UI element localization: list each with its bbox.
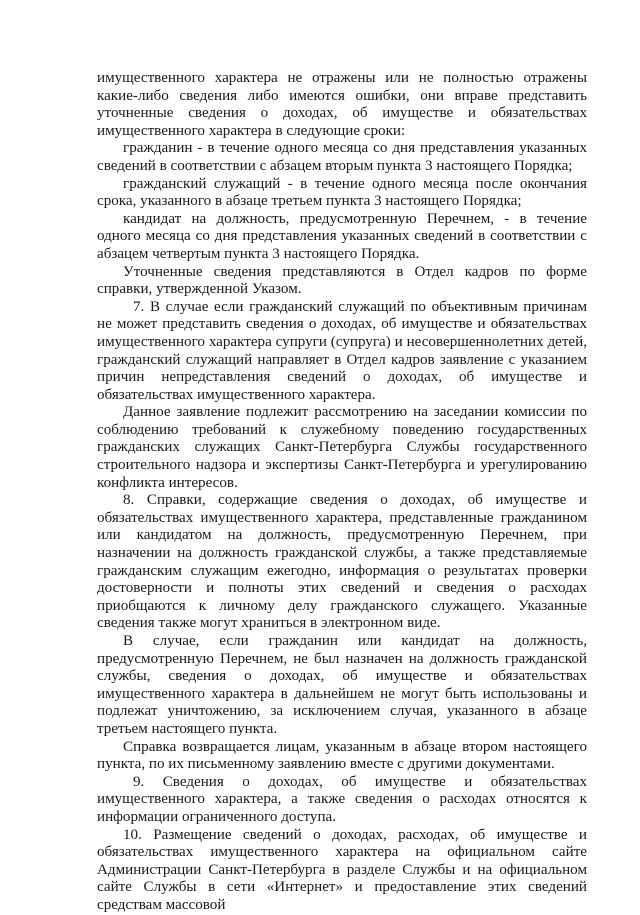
paragraph-updated-info: Уточненные сведения представляются в Отдел кадров по форме справки, утвержденной Указом. — [97, 263, 587, 298]
paragraph-not-appointed: В случае, если гражданин или кандидат на должность, предусмотренную Перечнем, не был назначен на должность гражданской службы, сведения о доходах, об имуществе и обязательствах имущественного характера в дальнейшем не могут быть использованы и подлежат уничтожению, за исключением случая, указанного в абзаце третьем настоящего пункта. — [97, 633, 587, 737]
document-body — [97, 70, 587, 915]
paragraph-return: Справка возвращается лицам, указанным в абзаце втором настоящего пункта, по их письменному заявлению вместе с другими документами. — [97, 738, 587, 773]
paragraph-commission: Данное заявление подлежит рассмотрению на заседании комиссии по соблюдению требований к служебному поведению государственных гражданских служащих Санкт-Петербурга Службы государственного строительного надзора и экспертизы Санкт-Петербурга и урегулированию конфликта интересов. — [97, 404, 587, 491]
paragraph-candidate-deadline: кандидат на должность, предусмотренную Перечнем, - в течение одного месяца со дня представления указанных сведений в соответствии с абзацем четвертым пункта 3 настоящего Порядка. — [97, 210, 587, 262]
paragraph-continuation: имущественного характера не отражены или не полностью отражены какие-либо сведения либо имеются ошибки, они вправе представить уточненные сведения о доходах, об имуществе и обязательствах имущественного характера в следующие сроки: — [97, 70, 587, 139]
paragraph-item-10: 10. Размещение сведений о доходах, расходах, об имуществе и обязательствах имущественного характера на официальном сайте Администрации Санкт-Петербурга в разделе Службы и на официальном сайте Службы в сети «Интернет» и предоставление этих сведений средствам массовой — [97, 826, 587, 913]
paragraph-item-8: 8. Справки, содержащие сведения о доходах, об имуществе и обязательствах имущественного характера, представленные гражданином или кандидатом на должность, предусмотренную Перечнем, при назначении на должность гражданской службы, а также представляемые гражданским служащим ежегодно, информация о результатах проверки достоверности и полноты этих сведений и сведения о расходах приобщаются к личному делу гражданского служащего. Указанные сведения также могут храниться в электронном виде. — [97, 492, 587, 632]
paragraph-citizen-deadline: гражданин - в течение одного месяца со дня представления указанных сведений в соответствии с абзацем вторым пункта 3 настоящего Порядка; — [97, 140, 587, 174]
paragraph-item-9: 9. Сведения о доходах, об имуществе и обязательствах имущественного характера, а также сведения о расходах относятся к информации ограниченного доступа. — [97, 773, 587, 825]
paragraph-item-7: 7. В случае если гражданский служащий по объективным причинам не может представить сведения о доходах, об имуществе и обязательствах имущественного характера супруги (супруга) и несовершеннолетних детей, гражданский служащий направляет в Отдел кадров заявление с указанием причин непредставления сведений о доходах, об имуществе и обязательствах имущественного характера. — [97, 298, 587, 403]
paragraph-servant-deadline: гражданский служащий - в течение одного месяца после окончания срока, указанного в абзаце третьем пункта 3 настоящего Порядка; — [97, 175, 587, 210]
